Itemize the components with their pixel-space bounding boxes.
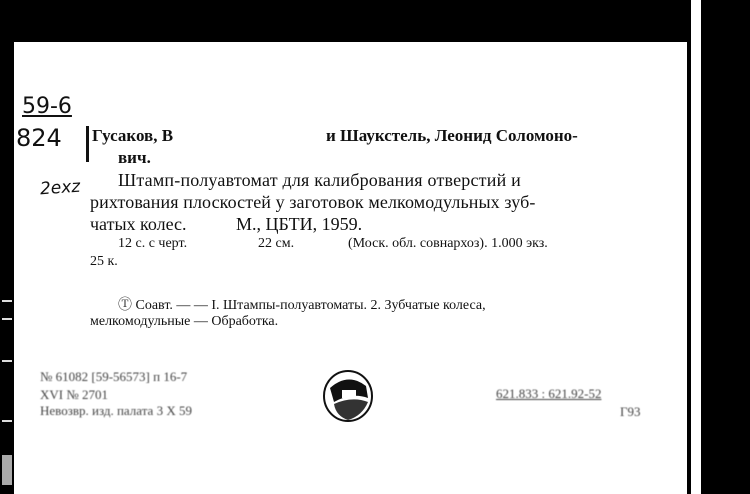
scan-noise bbox=[2, 360, 12, 362]
author-primary: Гусаков, В bbox=[92, 126, 174, 145]
call-number-bar bbox=[86, 126, 89, 162]
title-line-2: рихтования плоскостей у заготовок мелкомодульных зуб- bbox=[90, 192, 536, 212]
udc-classification: 621.833 : 621.92-52 bbox=[496, 386, 602, 401]
bbk-code: Г93 bbox=[620, 404, 641, 419]
scan-noise bbox=[2, 455, 12, 485]
price: 25 к. bbox=[90, 254, 118, 269]
author-coauthor: и Шаукстель, Леонид Соломоно- bbox=[326, 126, 578, 145]
right-scan-border bbox=[687, 0, 750, 494]
scan-edge-strip bbox=[691, 0, 701, 494]
margin-note: 2exz bbox=[39, 176, 81, 200]
catalog-card bbox=[14, 42, 687, 494]
call-number-top: 59-6 bbox=[22, 94, 72, 119]
author-continuation: вич. bbox=[118, 148, 151, 167]
registration-series: XVI № 2701 bbox=[40, 387, 109, 402]
tracings-line-1: Ⓣ Соавт. — — I. Штампы-полуавтоматы. 2. Зубчатые колеса, bbox=[118, 298, 486, 313]
scan-noise bbox=[2, 420, 12, 422]
tracings-line-2: мелкомодульные — Обработка. bbox=[90, 314, 279, 329]
pages: 12 с. с черт. bbox=[118, 236, 188, 251]
publisher-edition: (Моск. обл. совнархоз). 1.000 экз. bbox=[348, 236, 548, 251]
title-line-3a: чатых колес. bbox=[90, 214, 187, 234]
scan-noise bbox=[2, 318, 12, 320]
left-scan-border bbox=[0, 0, 14, 494]
seal-stamp bbox=[322, 368, 376, 424]
registration-number: № 61082 [59-56573] п 16-7 bbox=[40, 369, 188, 384]
call-number-bottom: 824 bbox=[16, 124, 62, 152]
size: 22 см. bbox=[258, 236, 295, 251]
book-chamber-note: Невозвр. изд. палата 3 Х 59 bbox=[40, 403, 192, 418]
scan-noise bbox=[2, 300, 12, 302]
imprint: М., ЦБТИ, 1959. bbox=[236, 214, 363, 234]
title-line-1: Штамп-полуавтомат для калибрования отверстий и bbox=[118, 170, 521, 190]
